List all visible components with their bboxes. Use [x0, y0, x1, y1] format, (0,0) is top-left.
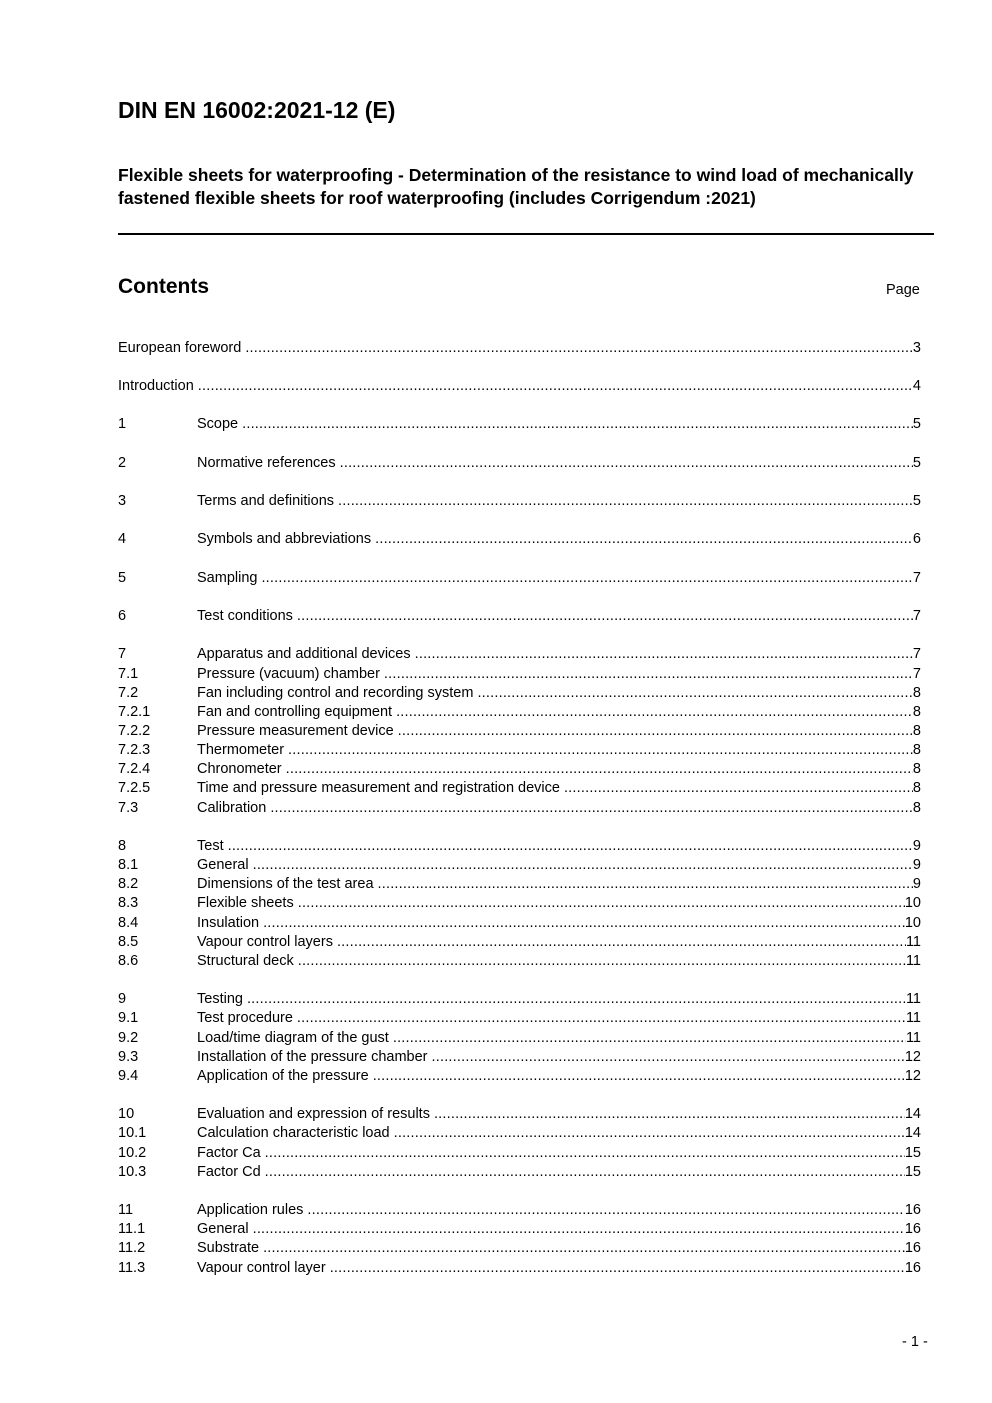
toc-entry-title: Scope — [197, 416, 239, 432]
toc-entry-title: Test procedure — [197, 1010, 293, 1026]
toc-entry-number: 8.6 — [118, 953, 139, 969]
toc-dot-leader — [297, 607, 913, 626]
toc-dot-leader — [288, 741, 913, 760]
toc-entry-number: 9.1 — [118, 1010, 139, 1026]
toc-entry[interactable] — [118, 1220, 921, 1239]
toc-entry[interactable] — [118, 914, 921, 933]
toc-dot-leader — [330, 1259, 905, 1278]
toc-entry-page: 11 — [905, 1030, 921, 1046]
toc-entry-title: Substrate — [197, 1240, 260, 1256]
toc-entry-number: 7.3 — [118, 800, 139, 816]
toc-entry-number: 11.2 — [118, 1240, 146, 1256]
toc-dot-leader — [242, 415, 913, 434]
toc-entry-page: 12 — [904, 1068, 921, 1084]
toc-entry[interactable] — [118, 1029, 921, 1048]
toc-entry-title: European foreword — [118, 340, 242, 356]
toc-entry-number: 10 — [118, 1106, 135, 1122]
contents-heading: Contents — [118, 275, 209, 298]
toc-entry-page: 7 — [912, 608, 921, 624]
toc-entry-page: 12 — [904, 1049, 921, 1065]
toc-entry[interactable] — [118, 894, 921, 913]
toc-entry[interactable] — [118, 1201, 921, 1220]
toc-entry-title: Calculation characteristic load — [197, 1125, 390, 1141]
toc-entry-page: 5 — [912, 455, 921, 471]
toc-entry-number: 7.2 — [118, 685, 139, 701]
toc-entry-number: 8.3 — [118, 895, 139, 911]
toc-entry[interactable] — [118, 569, 921, 588]
toc-entry-page: 5 — [912, 493, 921, 509]
toc-entry-page: 9 — [912, 876, 921, 892]
toc-entry-title: General — [197, 857, 249, 873]
toc-entry[interactable] — [118, 377, 921, 396]
toc-dot-leader — [337, 933, 906, 952]
toc-dot-leader — [434, 1105, 905, 1124]
toc-entry[interactable] — [118, 1048, 921, 1067]
toc-entry-title: Testing — [197, 991, 243, 1007]
toc-entry[interactable] — [118, 875, 921, 894]
toc-entry-number: 3 — [118, 493, 127, 509]
toc-entry[interactable] — [118, 952, 921, 971]
toc-entry[interactable] — [118, 703, 921, 722]
toc-entry-title: Test — [197, 838, 224, 854]
toc-entry[interactable] — [118, 1105, 921, 1124]
toc-entry-page: 8 — [912, 704, 921, 720]
toc-entry-number: 8 — [118, 838, 127, 854]
toc-dot-leader — [432, 1048, 905, 1067]
toc-entry-title: Thermometer — [197, 742, 285, 758]
toc-dot-leader — [297, 1009, 906, 1028]
toc-entry-number: 8.2 — [118, 876, 139, 892]
toc-entry-title: Apparatus and additional devices — [197, 646, 411, 662]
toc-entry-number: 7.2.1 — [118, 704, 151, 720]
toc-entry-page: 11 — [905, 934, 921, 950]
toc-entry-title: Evaluation and expression of results — [197, 1106, 430, 1122]
toc-entry-page: 8 — [912, 800, 921, 816]
toc-entry[interactable] — [118, 1163, 921, 1182]
toc-dot-leader — [298, 894, 905, 913]
toc-entry-number: 8.5 — [118, 934, 139, 950]
toc-dot-leader — [375, 530, 913, 549]
toc-entry[interactable] — [118, 530, 921, 549]
toc-entry[interactable] — [118, 684, 921, 703]
toc-entry-title: Symbols and abbreviations — [197, 531, 372, 547]
toc-entry-page: 11 — [905, 953, 921, 969]
toc-entry-title: Time and pressure measurement and registration device — [197, 780, 560, 796]
toc-entry-number: 7.1 — [118, 666, 139, 682]
toc-entry-title: Factor Cd — [197, 1164, 261, 1180]
toc-dot-leader — [298, 952, 906, 971]
toc-entry[interactable] — [118, 645, 921, 664]
toc-entry-number: 9.4 — [118, 1068, 139, 1084]
toc-entry-page: 14 — [904, 1106, 921, 1122]
toc-entry[interactable] — [118, 856, 921, 875]
toc-entry-number: 8.1 — [118, 857, 139, 873]
toc-entry-title: Vapour control layers — [197, 934, 333, 950]
toc-entry[interactable] — [118, 760, 921, 779]
toc-dot-leader — [378, 875, 913, 894]
toc-entry-title: Introduction — [118, 378, 194, 394]
toc-entry-number: 7.2.3 — [118, 742, 151, 758]
toc-entry-number: 6 — [118, 608, 127, 624]
toc-dot-leader — [398, 722, 913, 741]
toc-entry[interactable] — [118, 1144, 921, 1163]
toc-entry-title: Vapour control layer — [197, 1260, 326, 1276]
toc-entry-title: Sampling — [197, 570, 258, 586]
toc-entry-page: 7 — [912, 570, 921, 586]
toc-entry[interactable] — [118, 722, 921, 741]
toc-entry-page: 14 — [904, 1125, 921, 1141]
toc-dot-leader — [265, 1163, 905, 1182]
toc-entry-page: 7 — [912, 646, 921, 662]
toc-entry[interactable] — [118, 607, 921, 626]
toc-dot-leader — [338, 492, 913, 511]
toc-entry-page: 6 — [912, 531, 921, 547]
toc-entry-number: 11 — [118, 1202, 134, 1218]
toc-entry-number: 1 — [118, 416, 127, 432]
toc-dot-leader — [261, 569, 912, 588]
toc-entry-title: Fan and controlling equipment — [197, 704, 393, 720]
toc-entry[interactable] — [118, 933, 921, 952]
toc-entry-page: 7 — [912, 666, 921, 682]
toc-dot-leader — [393, 1029, 906, 1048]
toc-entry-title: Pressure (vacuum) chamber — [197, 666, 380, 682]
toc-entry[interactable] — [118, 779, 921, 798]
toc-entry-number: 10.2 — [118, 1145, 147, 1161]
toc-entry-page: 16 — [904, 1202, 921, 1218]
title-divider — [118, 233, 934, 235]
page-number: - 1 - — [902, 1334, 928, 1350]
toc-entry[interactable] — [118, 1009, 921, 1028]
toc-entry[interactable] — [118, 415, 921, 434]
toc-entry-title: Calibration — [197, 800, 267, 816]
toc-entry-number: 2 — [118, 455, 127, 471]
toc-dot-leader — [228, 837, 913, 856]
toc-entry-number: 9 — [118, 991, 127, 1007]
toc-entry-page: 9 — [912, 838, 921, 854]
toc-entry-title: Installation of the pressure chamber — [197, 1049, 428, 1065]
toc-entry-page: 16 — [904, 1260, 921, 1276]
toc-entry-title: General — [197, 1221, 249, 1237]
toc-dot-leader — [373, 1067, 905, 1086]
toc-entry-page: 11 — [905, 991, 921, 1007]
toc-entry-number: 7 — [118, 646, 127, 662]
toc-entry-page: 10 — [904, 915, 921, 931]
toc-entry[interactable] — [118, 799, 921, 818]
toc-entry-page: 5 — [912, 416, 921, 432]
toc-entry-page: 8 — [912, 780, 921, 796]
toc-entry-page: 9 — [912, 857, 921, 873]
toc-entry-title: Flexible sheets — [197, 895, 294, 911]
toc-entry-page: 15 — [904, 1145, 921, 1161]
toc-entry-number: 8.4 — [118, 915, 139, 931]
toc-entry-title: Insulation — [197, 915, 260, 931]
toc-entry[interactable] — [118, 1067, 921, 1086]
toc-entry-page: 16 — [904, 1240, 921, 1256]
toc-dot-leader — [253, 1220, 905, 1239]
toc-entry-title: Load/time diagram of the gust — [197, 1030, 389, 1046]
toc-dot-leader — [286, 760, 913, 779]
toc-dot-leader — [564, 779, 913, 798]
toc-dot-leader — [245, 339, 913, 358]
toc-entry-title: Application of the pressure — [197, 1068, 369, 1084]
toc-dot-leader — [477, 684, 912, 703]
toc-entry-page: 16 — [904, 1221, 921, 1237]
toc-entry[interactable] — [118, 990, 921, 1009]
toc-entry-page: 11 — [905, 1010, 921, 1026]
toc-entry-page: 10 — [904, 895, 921, 911]
toc-dot-leader — [263, 914, 905, 933]
toc-dot-leader — [198, 377, 913, 396]
toc-entry-title: Dimensions of the test area — [197, 876, 374, 892]
toc-dot-leader — [384, 665, 913, 684]
toc-entry-title: Structural deck — [197, 953, 294, 969]
toc-entry-title: Test conditions — [197, 608, 293, 624]
toc-entry-number: 9.3 — [118, 1049, 139, 1065]
toc-dot-leader — [396, 703, 913, 722]
toc-entry-number: 11.3 — [118, 1260, 146, 1276]
toc-entry-title: Normative references — [197, 455, 336, 471]
toc-entry[interactable] — [118, 837, 921, 856]
toc-dot-leader — [340, 454, 913, 473]
toc-entry-page: 15 — [904, 1164, 921, 1180]
toc-entry[interactable] — [118, 454, 921, 473]
toc-entry[interactable] — [118, 665, 921, 684]
toc-entry-page: 8 — [912, 742, 921, 758]
toc-dot-leader — [265, 1144, 905, 1163]
document-title: DIN EN 16002:2021-12 (E) — [118, 97, 396, 123]
toc-entry-page: 8 — [912, 723, 921, 739]
toc-entry-number: 11.1 — [118, 1221, 146, 1237]
toc-dot-leader — [394, 1124, 905, 1143]
toc-dot-leader — [415, 645, 913, 664]
toc-dot-leader — [263, 1239, 905, 1258]
toc-entry-title: Application rules — [197, 1202, 304, 1218]
toc-entry-number: 5 — [118, 570, 127, 586]
document-subtitle: Flexible sheets for waterproofing - Determination of the resistance to wind load of mechanically fastened flexible sheets for roof waterproofing (includes Corrigendum :2021) — [118, 165, 914, 208]
toc-dot-leader — [247, 990, 906, 1009]
toc-entry-page: 8 — [912, 761, 921, 777]
toc-entry-title: Fan including control and recording system — [197, 685, 474, 701]
toc-entry-number: 7.2.2 — [118, 723, 151, 739]
toc-entry-title: Chronometer — [197, 761, 282, 777]
toc-entry[interactable] — [118, 1259, 921, 1278]
toc-entry-title: Terms and definitions — [197, 493, 335, 509]
toc-entry[interactable] — [118, 1239, 921, 1258]
toc-entry[interactable] — [118, 741, 921, 760]
toc-entry[interactable] — [118, 492, 921, 511]
toc-entry-number: 10.3 — [118, 1164, 147, 1180]
toc-dot-leader — [270, 799, 913, 818]
toc-entry-title: Factor Ca — [197, 1145, 261, 1161]
toc-entry[interactable] — [118, 339, 921, 358]
toc-entry-page: 3 — [912, 340, 921, 356]
toc-entry-number: 9.2 — [118, 1030, 139, 1046]
toc-entry-page: 8 — [912, 685, 921, 701]
toc-entry[interactable] — [118, 1124, 921, 1143]
toc-dot-leader — [253, 856, 913, 875]
toc-entry-number: 7.2.4 — [118, 761, 151, 777]
toc-entry-number: 4 — [118, 531, 127, 547]
toc-dot-leader — [307, 1201, 904, 1220]
toc-entry-title: Pressure measurement device — [197, 723, 394, 739]
toc-entry-number: 10.1 — [118, 1125, 147, 1141]
page-column-label: Page — [886, 282, 920, 298]
toc-entry-page: 4 — [912, 378, 921, 394]
toc-entry-number: 7.2.5 — [118, 780, 151, 796]
